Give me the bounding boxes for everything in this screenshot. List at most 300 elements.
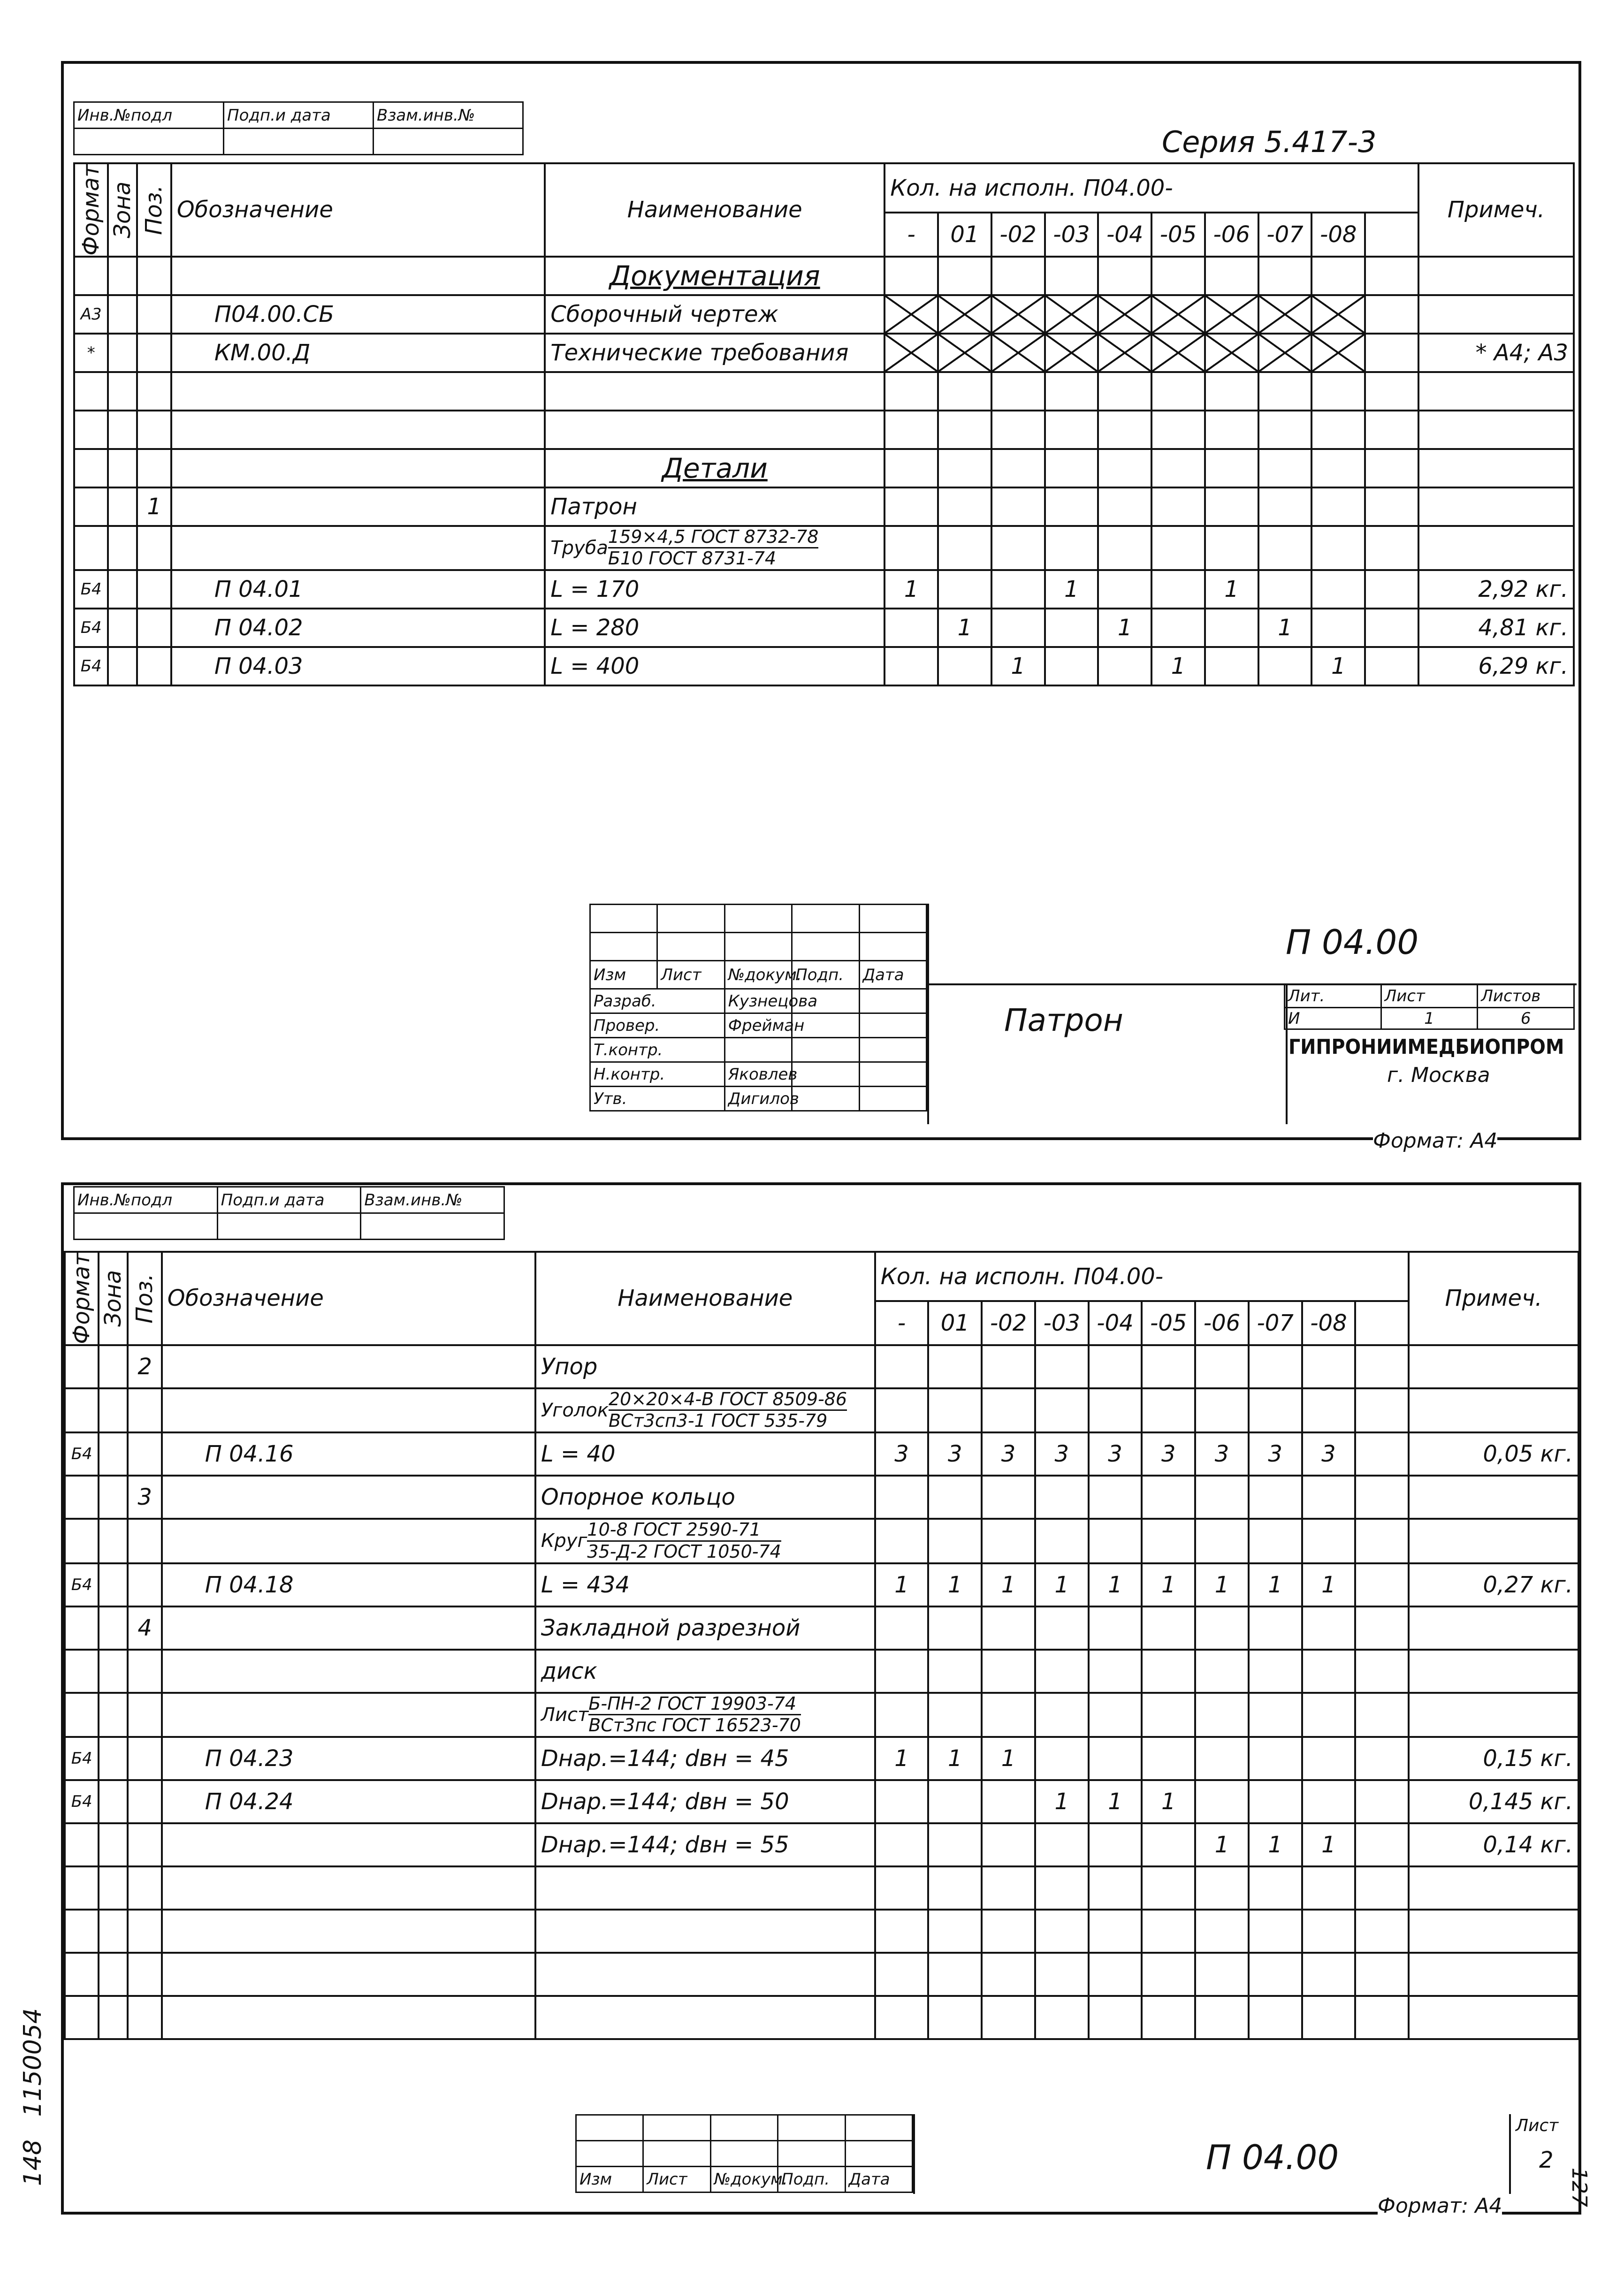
qty-cell xyxy=(1195,1780,1249,1823)
row-designation xyxy=(162,1519,535,1563)
row-name-text: Закладной разрезной xyxy=(541,1614,801,1641)
qty-cell xyxy=(1098,570,1151,609)
row-format xyxy=(74,487,108,526)
qty-cell xyxy=(1035,1823,1089,1866)
qty-cell xyxy=(1302,1737,1356,1780)
qty-col-header: 01 xyxy=(938,213,991,257)
qty-cell xyxy=(991,609,1045,647)
row-designation: П 04.02 xyxy=(171,609,545,647)
row-pos: 1 xyxy=(137,487,171,526)
row-designation: П 04.01 xyxy=(171,570,545,609)
row-name xyxy=(535,1823,875,1866)
material-type: Круг xyxy=(541,1530,587,1552)
row-designation xyxy=(162,1606,535,1650)
qty-cell xyxy=(1258,334,1312,372)
qty-cell xyxy=(875,1650,929,1693)
col-note: Примеч. xyxy=(1418,163,1574,257)
archive-sign-label: Подп.и дата xyxy=(224,102,374,129)
row-name xyxy=(535,1563,875,1606)
row-format xyxy=(65,1996,99,2039)
qty-cell xyxy=(1089,1345,1142,1388)
qty-cell xyxy=(1089,1388,1142,1432)
stamp-header: Лист xyxy=(643,2167,710,2193)
qty-cell xyxy=(1258,295,1312,334)
qty-cell xyxy=(1151,487,1205,526)
qty-cell xyxy=(1355,1953,1409,1996)
qty-cell xyxy=(1045,411,1098,449)
qty-cell: 3 xyxy=(1035,1432,1089,1476)
qty-cell xyxy=(991,372,1045,411)
qty-cell xyxy=(1035,1693,1089,1737)
qty-cell xyxy=(982,1519,1035,1563)
qty-cell xyxy=(875,1866,929,1910)
signature xyxy=(792,1038,859,1062)
stamp-person-row xyxy=(590,1062,927,1087)
qty-cell xyxy=(1195,1388,1249,1432)
qty-cell xyxy=(1249,1650,1302,1693)
qty-cell: 1 xyxy=(1089,1563,1142,1606)
row-designation: П 04.16 xyxy=(162,1432,535,1476)
material-spec-top: Б-ПН-2 ГОСТ 19903-74 xyxy=(588,1694,801,1716)
qty-cell xyxy=(1089,1953,1142,1996)
sheet-label: Лист xyxy=(1381,984,1478,1008)
row-name xyxy=(545,257,884,295)
qty-cell xyxy=(928,1780,982,1823)
qty-cell xyxy=(928,1866,982,1910)
qty-cell xyxy=(1151,449,1205,487)
row-note xyxy=(1409,1388,1578,1432)
row-name-text: L = 280 xyxy=(550,615,640,641)
qty-cell xyxy=(1258,526,1312,570)
qty-cell xyxy=(938,526,991,570)
qty-cell xyxy=(1258,372,1312,411)
qty-cell xyxy=(928,1476,982,1519)
row-note xyxy=(1409,1996,1578,2039)
row-designation: П 04.23 xyxy=(162,1737,535,1780)
row-pos xyxy=(137,526,171,570)
row-name xyxy=(535,1519,875,1563)
qty-cell xyxy=(1355,1737,1409,1780)
col-name: Наименование xyxy=(535,1252,875,1345)
table-row xyxy=(65,1519,1578,1563)
qty-cell xyxy=(1195,1910,1249,1953)
qty-cell xyxy=(1355,1780,1409,1823)
qty-cell xyxy=(982,1606,1035,1650)
row-name xyxy=(535,1737,875,1780)
material-spec-bottom: Б10 ГОСТ 8731-74 xyxy=(608,548,777,569)
qty-cell xyxy=(1195,1953,1249,1996)
doc-code: П 04.00 xyxy=(1286,922,1419,962)
table-row xyxy=(65,1345,1578,1388)
qty-cell: 1 xyxy=(982,1563,1035,1606)
section-heading: Документация xyxy=(609,259,820,292)
row-pos xyxy=(137,372,171,411)
qty-cell xyxy=(1142,1953,1195,1996)
material-type: Уголок xyxy=(541,1399,609,1421)
margin-number: 148 xyxy=(19,2139,47,2186)
row-name xyxy=(535,1476,875,1519)
qty-cell xyxy=(1045,257,1098,295)
table-row xyxy=(65,1866,1578,1910)
row-format xyxy=(65,1650,99,1693)
signature xyxy=(792,1062,859,1087)
qty-cell xyxy=(1311,295,1365,334)
qty-cell xyxy=(875,1953,929,1996)
qty-cell xyxy=(1205,647,1258,685)
row-format xyxy=(65,1910,99,1953)
row-name xyxy=(545,334,884,372)
archive-inv-label: Инв.№подл xyxy=(74,1187,218,1213)
qty-cell xyxy=(875,1996,929,2039)
qty-cell xyxy=(1249,1693,1302,1737)
qty-cell xyxy=(982,1953,1035,1996)
row-zone xyxy=(99,1563,128,1606)
qty-cell: 1 xyxy=(1205,570,1258,609)
row-pos xyxy=(128,1650,161,1693)
qty-cell xyxy=(1355,1432,1409,1476)
row-pos xyxy=(128,1866,161,1910)
row-format: Б4 xyxy=(65,1563,99,1606)
material-spec-top: 159×4,5 ГОСТ 8732-78 xyxy=(608,527,819,549)
table-row xyxy=(65,1606,1578,1650)
row-note xyxy=(1418,295,1574,334)
row-name-text: Dнар.=144; dвн = 55 xyxy=(541,1831,789,1858)
qty-col-header: -04 xyxy=(1089,1301,1142,1345)
row-note xyxy=(1409,1953,1578,1996)
stamp-person-name: Яковлев xyxy=(724,1062,792,1087)
stamp-person-name xyxy=(724,1038,792,1062)
row-format: Б4 xyxy=(74,647,108,685)
row-pos xyxy=(128,1432,161,1476)
qty-cell xyxy=(1302,1476,1356,1519)
qty-col-header: -03 xyxy=(1045,213,1098,257)
row-name-text: Технические требования xyxy=(550,339,849,366)
qty-cell xyxy=(1089,1737,1142,1780)
qty-cell: 1 xyxy=(1035,1563,1089,1606)
qty-cell xyxy=(1258,487,1312,526)
row-designation xyxy=(171,411,545,449)
sheets-value: 6 xyxy=(1478,1008,1574,1029)
row-note: 0,05 кг. xyxy=(1409,1432,1578,1476)
row-zone xyxy=(99,1780,128,1823)
table-row xyxy=(65,1910,1578,1953)
row-designation xyxy=(162,1650,535,1693)
qty-cell xyxy=(875,1910,929,1953)
qty-cell xyxy=(928,1693,982,1737)
qty-cell xyxy=(1098,295,1151,334)
material-spec xyxy=(588,1694,801,1736)
row-pos xyxy=(128,1780,161,1823)
qty-col-header: -05 xyxy=(1142,1301,1195,1345)
qty-cell xyxy=(1089,1996,1142,2039)
spec-table-1 xyxy=(73,162,1575,686)
qty-cell xyxy=(1045,295,1098,334)
qty-cell xyxy=(1142,1996,1195,2039)
org-name: ГИПРОНИИМЕДБИОПРОМ xyxy=(1289,1035,1564,1059)
stamp-header: №докум. xyxy=(724,961,792,989)
row-designation xyxy=(171,257,545,295)
qty-cell: 1 xyxy=(884,570,938,609)
qty-cell xyxy=(1098,449,1151,487)
table-row xyxy=(65,1737,1578,1780)
qty-cell: 1 xyxy=(928,1563,982,1606)
stamp-header: Изм xyxy=(590,961,657,989)
qty-cell xyxy=(938,411,991,449)
table-row xyxy=(65,1693,1578,1737)
row-format xyxy=(65,1823,99,1866)
table-row xyxy=(65,1476,1578,1519)
row-pos xyxy=(128,1388,161,1432)
row-zone xyxy=(108,411,137,449)
qty-cell xyxy=(1195,1606,1249,1650)
archive-stamp-2 xyxy=(73,1186,505,1240)
row-format xyxy=(74,449,108,487)
row-zone xyxy=(108,334,137,372)
qty-cell: 1 xyxy=(982,1737,1035,1780)
stamp-date xyxy=(859,1013,926,1038)
qty-cell: 1 xyxy=(1142,1780,1195,1823)
qty-cell xyxy=(1195,1650,1249,1693)
title-block-changes xyxy=(589,904,927,1112)
qty-cell xyxy=(1355,1996,1409,2039)
table-row xyxy=(65,1823,1578,1866)
format-label-2: Формат: А4 xyxy=(1378,2194,1502,2218)
qty-cell xyxy=(928,1650,982,1693)
qty-cell xyxy=(1089,1910,1142,1953)
col-format: Формат xyxy=(65,1252,99,1345)
row-name-text: Опорное кольцо xyxy=(541,1484,735,1511)
row-pos xyxy=(137,449,171,487)
stamp-person-name: Дигилов xyxy=(724,1087,792,1111)
row-zone xyxy=(99,1953,128,1996)
qty-cell xyxy=(875,1780,929,1823)
row-format xyxy=(65,1519,99,1563)
qty-cell xyxy=(938,570,991,609)
qty-cell xyxy=(1035,1650,1089,1693)
row-format xyxy=(65,1606,99,1650)
qty-cell xyxy=(1365,449,1418,487)
qty-cell: 1 xyxy=(1302,1563,1356,1606)
qty-cell xyxy=(1249,1345,1302,1388)
qty-cell xyxy=(1195,1737,1249,1780)
qty-cell xyxy=(1142,1606,1195,1650)
qty-cell xyxy=(1151,372,1205,411)
qty-cell xyxy=(991,295,1045,334)
qty-cell xyxy=(1311,609,1365,647)
row-zone xyxy=(99,1737,128,1780)
qty-cell xyxy=(1045,449,1098,487)
row-zone xyxy=(108,570,137,609)
qty-cell xyxy=(1258,570,1312,609)
sheets-label: Листов xyxy=(1478,984,1574,1008)
row-pos xyxy=(128,1910,161,1953)
qty-col-header: -07 xyxy=(1258,213,1312,257)
qty-cell xyxy=(991,487,1045,526)
row-designation xyxy=(162,1953,535,1996)
row-zone xyxy=(99,1910,128,1953)
table-row xyxy=(74,570,1574,609)
qty-col-header: -05 xyxy=(1151,213,1205,257)
qty-cell: 1 xyxy=(1035,1780,1089,1823)
stamp-person-name: Кузнецова xyxy=(724,989,792,1013)
qty-cell: 1 xyxy=(1045,570,1098,609)
qty-cell xyxy=(1249,1866,1302,1910)
row-pos: 2 xyxy=(128,1345,161,1388)
archive-inv-label: Инв.№подл xyxy=(74,102,224,129)
row-pos xyxy=(137,257,171,295)
table-row xyxy=(65,1650,1578,1693)
row-pos xyxy=(128,1563,161,1606)
row-format xyxy=(74,526,108,570)
row-format: Б4 xyxy=(65,1780,99,1823)
qty-cell xyxy=(991,257,1045,295)
table-row xyxy=(74,257,1574,295)
row-format xyxy=(74,372,108,411)
row-name-text: Сборочный чертеж xyxy=(550,301,778,327)
row-name xyxy=(535,1866,875,1910)
stamp-date xyxy=(859,1038,926,1062)
qty-cell xyxy=(1035,1476,1089,1519)
col-note: Примеч. xyxy=(1409,1252,1578,1345)
qty-cell: 1 xyxy=(938,609,991,647)
lit-sheets-table xyxy=(1284,983,1575,1030)
table-row xyxy=(65,1563,1578,1606)
qty-cell xyxy=(1355,1563,1409,1606)
qty-cell xyxy=(1365,334,1418,372)
series-label: Серия 5.417-3 xyxy=(1162,125,1377,159)
qty-cell xyxy=(1249,1953,1302,1996)
qty-cell xyxy=(1098,526,1151,570)
table-row xyxy=(74,449,1574,487)
qty-cell xyxy=(1035,1345,1089,1388)
qty-cell: 3 xyxy=(1142,1432,1195,1476)
qty-cell xyxy=(875,1388,929,1432)
material-spec xyxy=(608,527,819,569)
qty-cell xyxy=(1355,1345,1409,1388)
row-format xyxy=(74,411,108,449)
qty-cell xyxy=(1035,1519,1089,1563)
row-designation xyxy=(171,487,545,526)
row-name-text: L = 400 xyxy=(550,653,640,680)
qty-cell xyxy=(1249,1737,1302,1780)
qty-cell xyxy=(1302,1953,1356,1996)
row-note xyxy=(1409,1693,1578,1737)
stamp-header: Подп. xyxy=(792,961,859,989)
qty-cell xyxy=(1035,1606,1089,1650)
row-name xyxy=(535,1693,875,1737)
stamp-role: Разраб. xyxy=(590,989,725,1013)
qty-cell xyxy=(1302,1388,1356,1432)
table-row xyxy=(74,609,1574,647)
row-zone xyxy=(108,372,137,411)
qty-cell xyxy=(1045,372,1098,411)
row-name xyxy=(545,295,884,334)
qty-cell xyxy=(982,1780,1035,1823)
row-note xyxy=(1418,411,1574,449)
row-note xyxy=(1418,526,1574,570)
qty-cell: 1 xyxy=(1302,1823,1356,1866)
row-note xyxy=(1409,1476,1578,1519)
qty-cell xyxy=(1195,1476,1249,1519)
stamp-header: Подп. xyxy=(778,2167,845,2193)
qty-cell xyxy=(938,647,991,685)
qty-cell xyxy=(1355,1519,1409,1563)
qty-cell xyxy=(1098,372,1151,411)
col-zone: Зона xyxy=(108,163,137,257)
row-format: Б4 xyxy=(74,570,108,609)
qty-col-header: - xyxy=(884,213,938,257)
material-spec-bottom: ВСт3сп3-1 ГОСТ 535-79 xyxy=(608,1410,828,1431)
qty-cell xyxy=(1098,647,1151,685)
qty-cell xyxy=(875,1693,929,1737)
qty-cell: 1 xyxy=(991,647,1045,685)
row-pos xyxy=(128,1519,161,1563)
row-zone xyxy=(99,1693,128,1737)
row-note: 0,27 кг. xyxy=(1409,1563,1578,1606)
archive-stamp-1 xyxy=(73,101,524,155)
qty-cell xyxy=(1035,1866,1089,1910)
row-format xyxy=(65,1388,99,1432)
qty-cell xyxy=(1249,1476,1302,1519)
row-name xyxy=(535,1606,875,1650)
qty-cell xyxy=(1311,449,1365,487)
qty-cell xyxy=(884,411,938,449)
title-block-1 xyxy=(589,904,1575,1138)
row-format: А3 xyxy=(74,295,108,334)
row-name xyxy=(535,1996,875,2039)
qty-cell xyxy=(1205,372,1258,411)
stamp-person-name: Фрейман xyxy=(724,1013,792,1038)
material-type: Лист xyxy=(541,1704,589,1726)
qty-cell xyxy=(1045,609,1098,647)
qty-cell: 1 xyxy=(1249,1563,1302,1606)
qty-cell: 1 xyxy=(1195,1563,1249,1606)
row-name-text: Dнар.=144; dвн = 50 xyxy=(541,1788,789,1815)
qty-col-header: -03 xyxy=(1035,1301,1089,1345)
table-row xyxy=(74,334,1574,372)
col-zone: Зона xyxy=(99,1252,128,1345)
row-name xyxy=(545,647,884,685)
table-row xyxy=(74,411,1574,449)
row-note xyxy=(1409,1866,1578,1910)
archive-sign-label: Подп.и дата xyxy=(217,1187,361,1213)
row-zone xyxy=(99,1432,128,1476)
col-pos: Поз. xyxy=(137,163,171,257)
col-name: Наименование xyxy=(545,163,884,257)
table-row xyxy=(74,526,1574,570)
qty-cell xyxy=(1142,1519,1195,1563)
qty-cell xyxy=(1195,1345,1249,1388)
qty-cell xyxy=(1205,609,1258,647)
row-format: Б4 xyxy=(74,609,108,647)
qty-cell xyxy=(1035,1953,1089,1996)
qty-cell: 3 xyxy=(875,1432,929,1476)
stamp-role: Т.контр. xyxy=(590,1038,725,1062)
row-format xyxy=(65,1476,99,1519)
stamp-person-row xyxy=(590,1013,927,1038)
row-note: 0,145 кг. xyxy=(1409,1780,1578,1823)
qty-cell: 1 xyxy=(1258,609,1312,647)
row-note xyxy=(1409,1519,1578,1563)
row-designation xyxy=(162,1910,535,1953)
qty-cell xyxy=(884,526,938,570)
row-note xyxy=(1409,1650,1578,1693)
stamp-role: Н.контр. xyxy=(590,1062,725,1087)
material-spec-bottom: ВСт3пс ГОСТ 16523-70 xyxy=(588,1715,801,1736)
qty-cell xyxy=(1311,372,1365,411)
qty-cell xyxy=(1142,1823,1195,1866)
qty-cell xyxy=(1365,570,1418,609)
